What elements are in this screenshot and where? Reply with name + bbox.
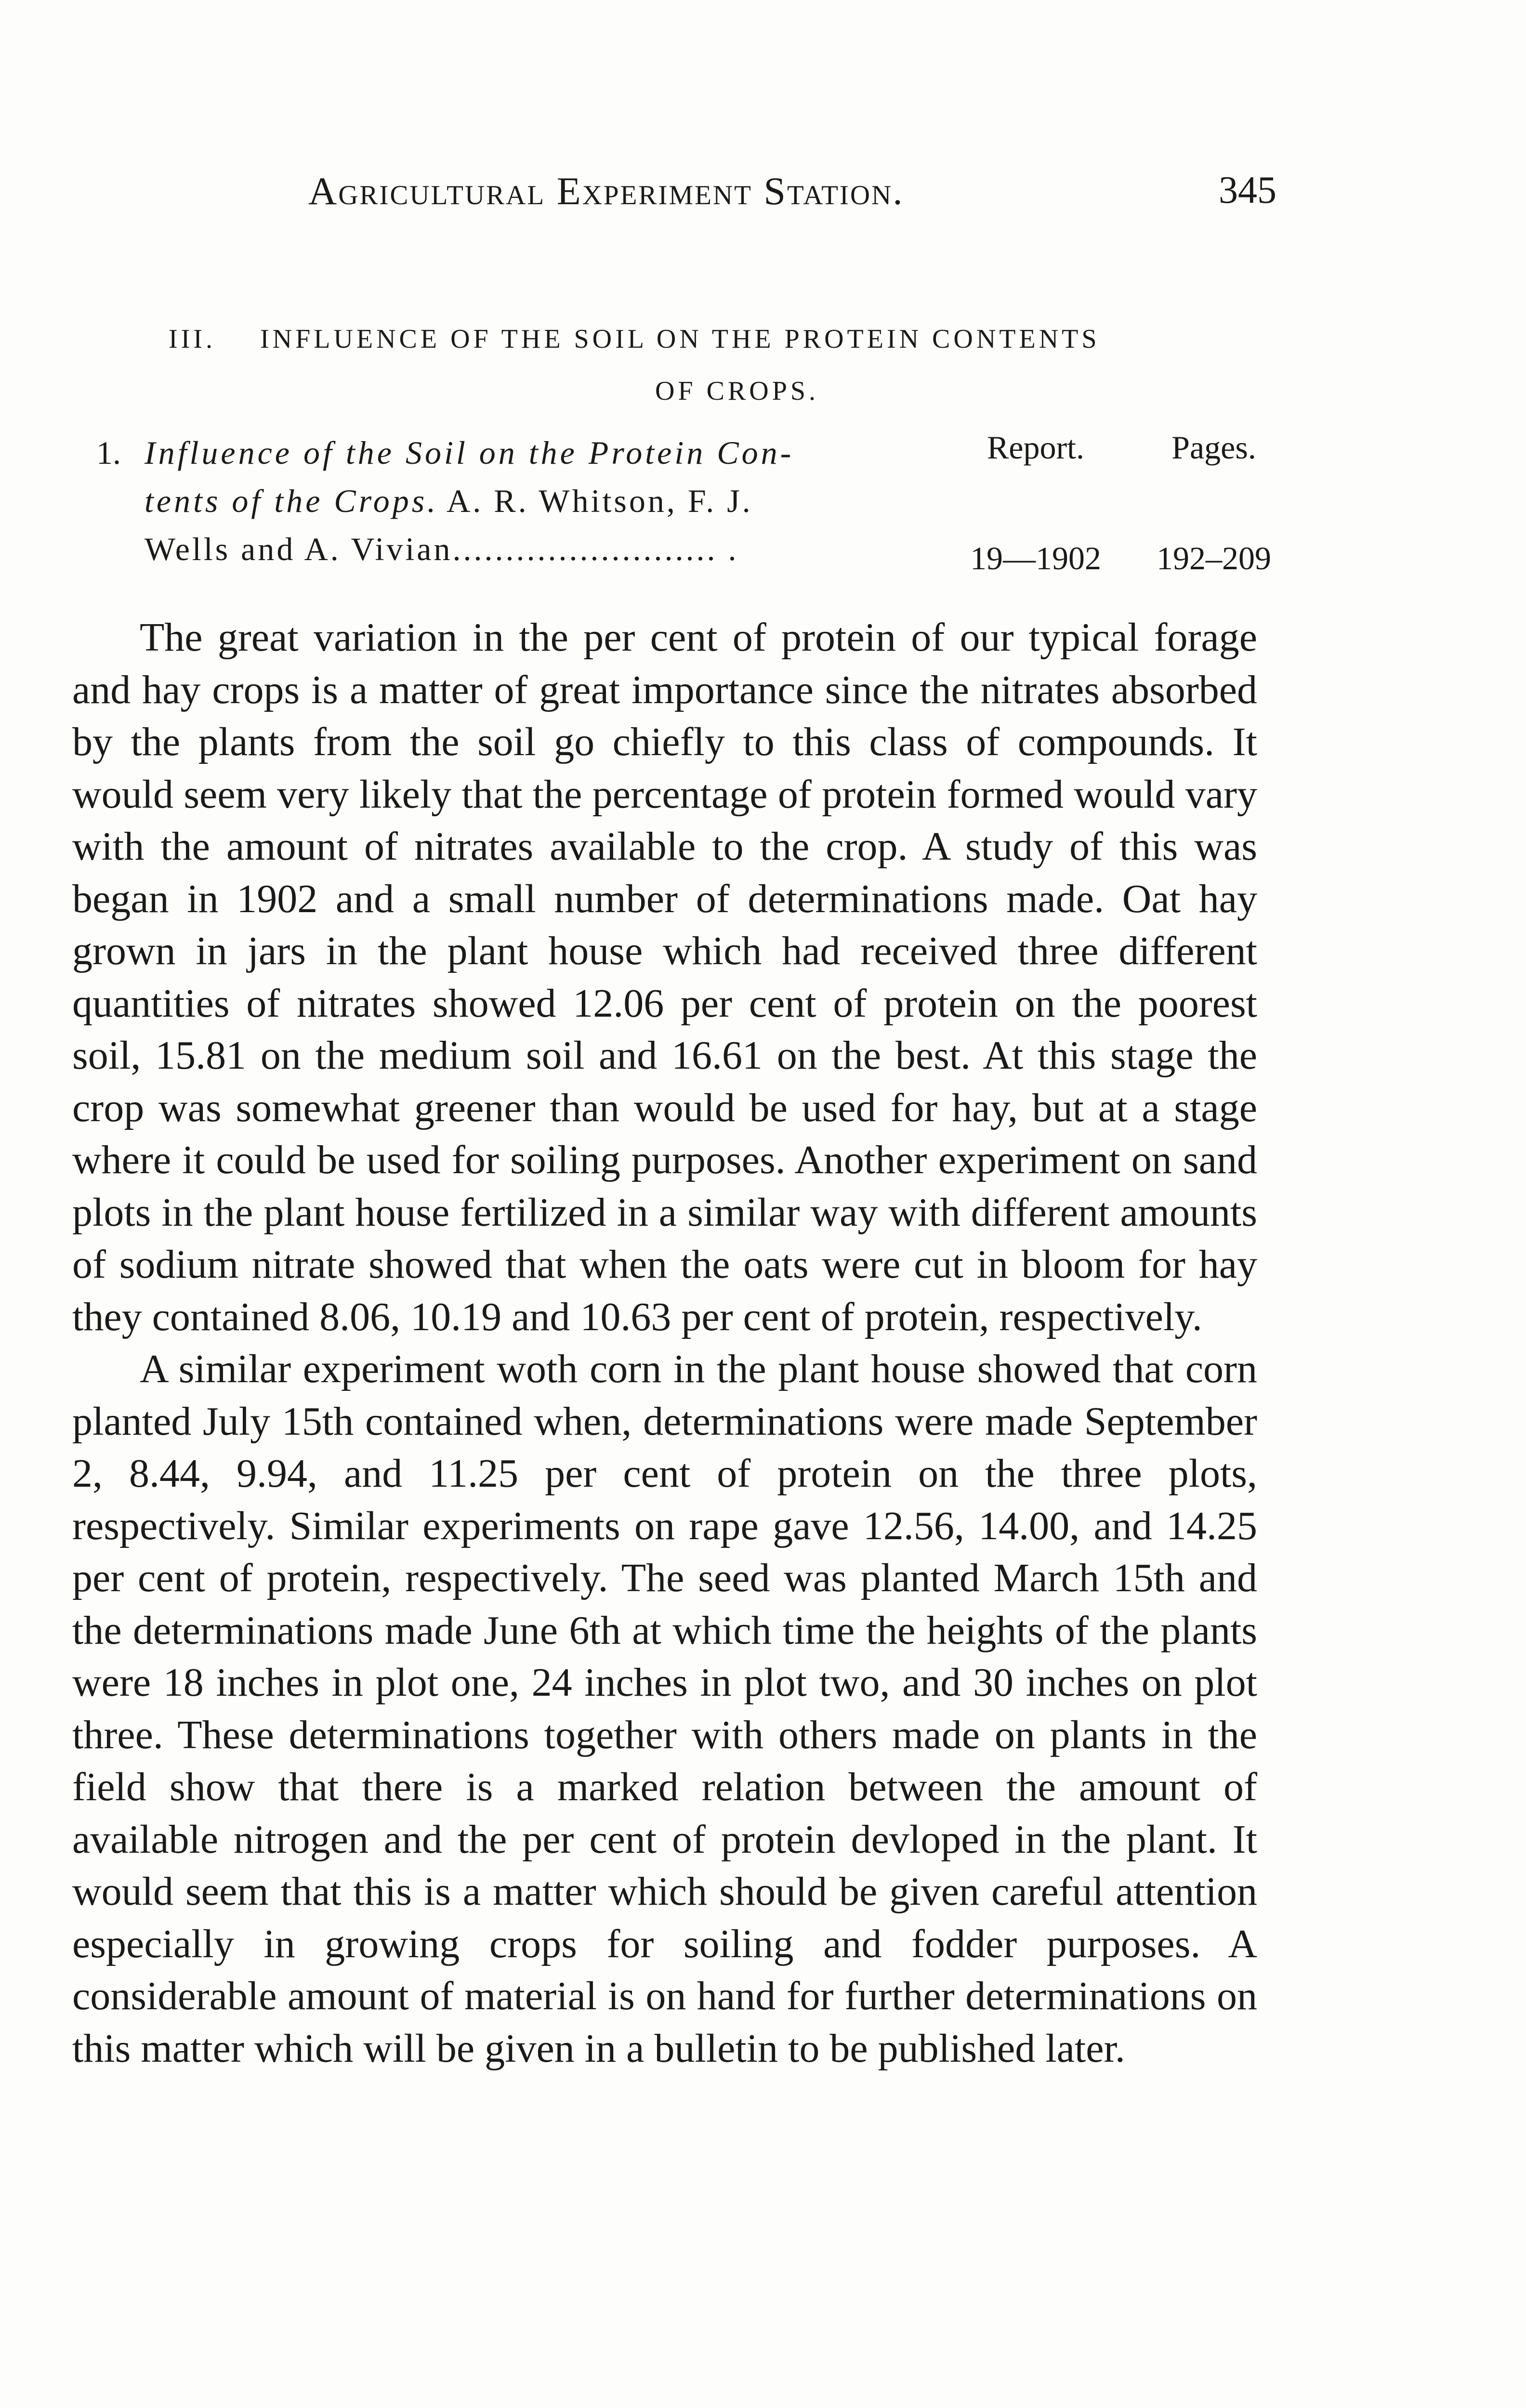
page-header <box>308 169 1276 226</box>
body-text <box>72 612 1257 2075</box>
section-title-line1: INFLUENCE OF THE SOIL ON THE PROTEIN CONTENTS <box>260 324 1100 354</box>
report-column <box>949 429 1122 577</box>
section-heading <box>164 313 1252 417</box>
reference-authors-line3: Wells and A. Vivian......................... . <box>145 531 739 567</box>
paragraph-2: A similar experiment woth corn in the plant house showed that corn planted July 15th contained when, determinations were made September 2, 8.44, 9.94, and 11.25 per cent of protein on the three plots, respectively. Similar experiments on rape gave 12.56, 14.00, and 14.25 per cent of protein, respectively. The seed was planted March 15th and the determinations made June 6th at which time the heights of the plants were 18 inches in plot one, 24 inches in plot two, and 30 inches on plot three. These determinations together with others made on plants in the field show that there is a marked relation between the amount of available nitrogen and the per cent of protein devloped in the plant. It would seem that this is a matter which should be given careful attention especially in growing crops for soiling and fodder purposes. A considerable amount of material is on hand for further determinations on this matter which will be given in a bulletin to be published later. <box>72 1347 1257 2071</box>
section-numeral: III. <box>169 324 216 354</box>
report-header: Report. <box>987 429 1085 466</box>
section-title-line2: OF CROPS. <box>655 376 819 406</box>
pages-value: 192–209 <box>1157 540 1271 576</box>
paragraph-1: The great variation in the per cent of protein of our typical forage and hay crops is a matter of great importance since the nitrates absorbed by the plants from the soil go chiefly to this class of compounds. It would seem very likely that the percentage of protein formed would vary with the amount of nitrates available to the crop. A study of this was began in 1902 and a small number of determinations made. Oat hay grown in jars in the plant house which had received three different quantities of nitrates showed 12.06 per cent of protein on the poorest soil, 15.81 on the medium soil and 16.61 on the best. At this stage the crop was somewhat greener than would be used for hay, but at a stage where it could be used for soiling purposes. Another experiment on sand plots in the plant house fertilized in a similar way with different amounts of sodium nitrate showed that when the oats were cut in bloom for hay they contained 8.06, 10.19 and 10.63 per cent of protein, respectively. <box>72 615 1257 1339</box>
reference-number: 1. <box>96 434 121 471</box>
reference-citation <box>96 429 906 573</box>
report-value: 19—1902 <box>970 540 1101 576</box>
reference-title-line1: Influence of the Soil on the Protein Con- <box>145 434 794 471</box>
page-number: 345 <box>1219 169 1276 211</box>
running-head: Agricultural Experiment Station. <box>308 169 904 213</box>
pages-column <box>1132 429 1296 577</box>
reference-entry <box>96 429 1271 588</box>
reference-title-line2: tents of the Crops. <box>145 483 439 519</box>
pages-header: Pages. <box>1171 429 1256 466</box>
reference-authors-line2: A. R. Whitson, F. J. <box>447 483 753 519</box>
